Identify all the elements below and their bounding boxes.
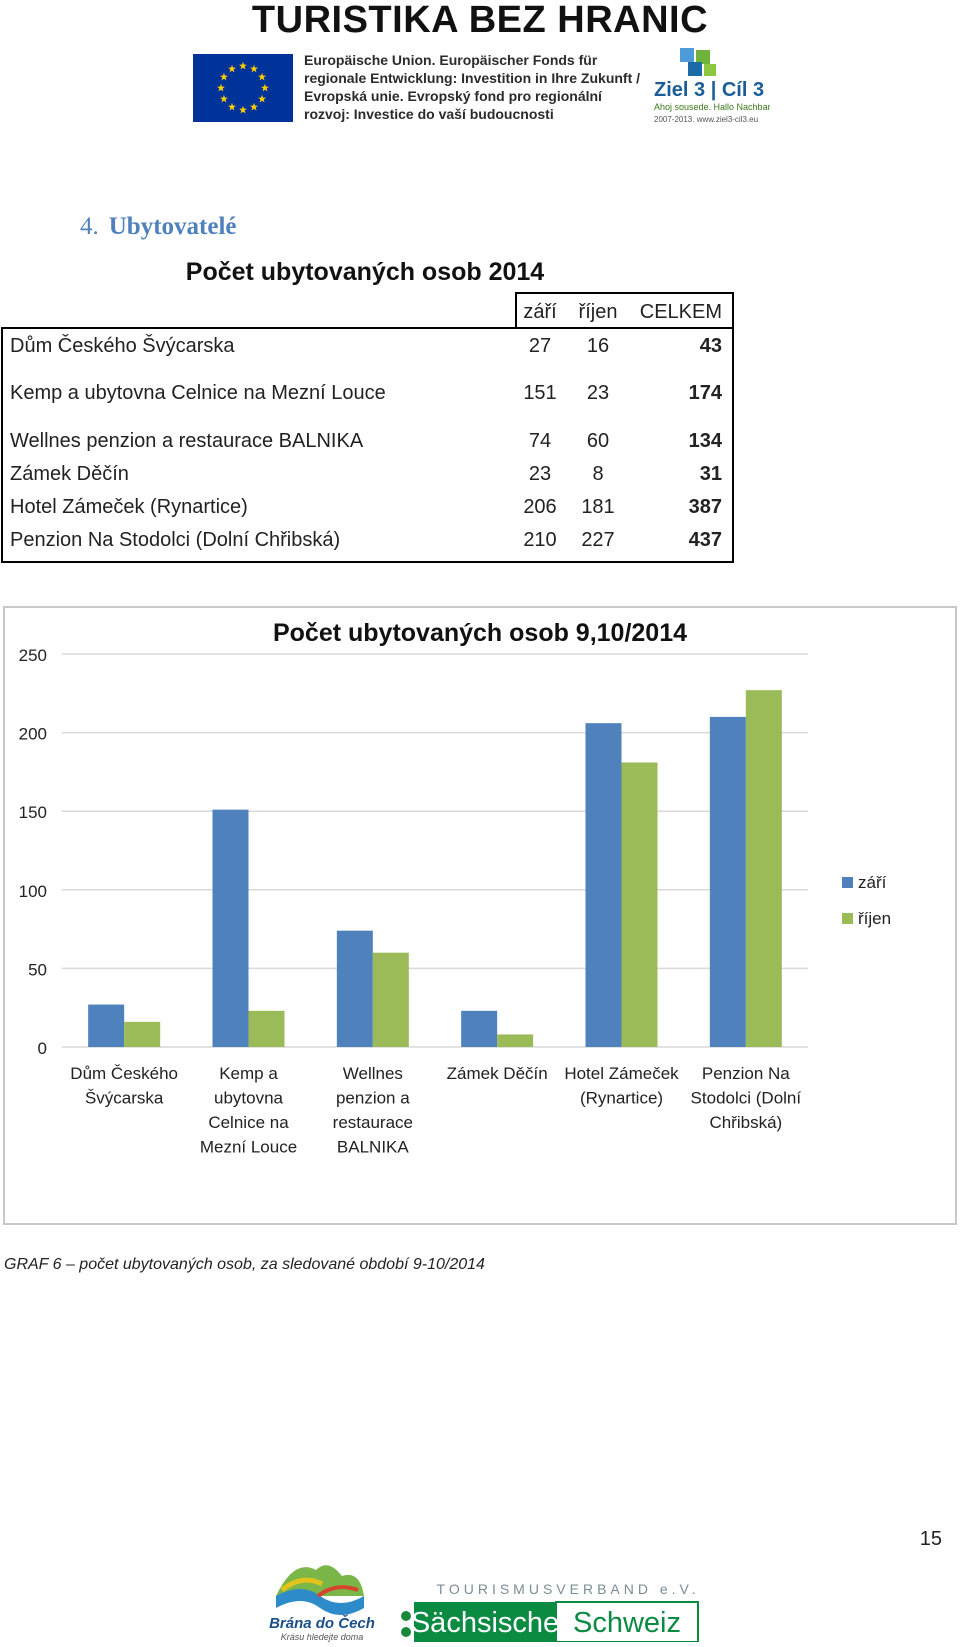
x-tick-label: Hotel Zámeček (Rynartice)	[564, 1064, 679, 1108]
row-label: Hotel Zámeček (Rynartice)	[10, 496, 248, 518]
figure-caption: GRAF 6 – počet ubytovaných osob, za sledované období 9-10/2014	[4, 1256, 485, 1273]
ziel-logo-slogan: Ahoj sousede. Hallo Nachbar.	[654, 102, 770, 112]
cell-total: 31	[699, 463, 722, 485]
y-tick-label: 200	[18, 724, 47, 744]
eu-funding-text: Europäische Union. Europäischer Fonds für regionale Entwicklung: Investition in Ihre Zukunft / Evropská unie. Evropský fond pro regionální rozvoj: Investice do vaší budoucnosti	[304, 52, 641, 122]
cell-zari: 210	[523, 529, 557, 551]
eu-flag-logo	[193, 54, 293, 122]
table-title: Počet ubytovaných osob 2014	[185, 258, 545, 286]
bar-září	[710, 717, 746, 1047]
table-column-header: říjen	[578, 301, 618, 323]
saxon-logo-left: Sächsische	[410, 1607, 560, 1639]
saechsische-schweiz-logo	[400, 1576, 700, 1642]
cell-zari: 74	[528, 430, 552, 452]
bar-říjen	[622, 762, 658, 1047]
cell-zari: 27	[528, 335, 552, 357]
page-header-title: TURISTIKA BEZ HRANIC	[251, 0, 709, 41]
brana-do-cech-logo	[262, 1552, 382, 1642]
row-label: Wellnes penzion a restaurace BALNIKA	[10, 430, 364, 452]
x-tick-label: Dům Českého Švýcarska	[70, 1064, 179, 1108]
cell-zari: 151	[523, 382, 557, 404]
row-label: Zámek Děčín	[10, 463, 129, 485]
ziel-logo-years: 2007-2013. www.ziel3-cil3.eu	[654, 115, 759, 124]
cell-rijen: 23	[586, 382, 610, 404]
cell-zari: 206	[523, 496, 557, 518]
x-tick-label: Penzion Na Stodolci (Dolní Chřibská)	[690, 1064, 802, 1132]
ziel3-cil3-logo	[650, 46, 770, 130]
section-number: 4.	[80, 213, 99, 240]
y-tick-label: 0	[37, 1039, 47, 1058]
x-tick-label: Kemp a ubytovna Celnice na Mezní Louce	[199, 1064, 298, 1157]
bar-říjen	[746, 690, 782, 1047]
cell-rijen: 16	[586, 335, 610, 357]
chart-title: Počet ubytovaných osob 9,10/2014	[272, 619, 688, 647]
legend-label: září	[858, 873, 887, 892]
bar-říjen	[497, 1034, 533, 1047]
x-tick-label: Wellnes penzion a restaurace BALNIKA	[332, 1064, 413, 1157]
legend-label: říjen	[858, 909, 892, 928]
saxon-logo-right: Schweiz	[573, 1607, 681, 1639]
bar-říjen	[373, 953, 409, 1047]
eu-stars-icon	[193, 54, 293, 122]
row-label: Penzion Na Stodolci (Dolní Chřibská)	[10, 529, 341, 551]
y-tick-label: 250	[18, 646, 47, 665]
ziel-logo-title: Ziel 3 | Cíl 3	[654, 79, 765, 101]
bar-září	[461, 1011, 497, 1047]
table-column-header: září	[523, 301, 557, 323]
bar-září	[213, 810, 249, 1047]
y-tick-label: 150	[18, 803, 47, 823]
y-tick-label: 50	[28, 960, 47, 980]
cell-total: 437	[688, 529, 722, 551]
x-tick-label: Zámek Děčín	[446, 1064, 548, 1083]
table-column-header: CELKEM	[639, 301, 722, 323]
bar-chart	[0, 600, 960, 1230]
cell-total: 387	[688, 496, 722, 518]
bar-říjen	[124, 1022, 160, 1047]
cell-rijen: 181	[581, 496, 615, 518]
page-number: 15	[919, 1528, 942, 1550]
row-label: Dům Českého Švýcarska	[10, 335, 235, 357]
bar-září	[586, 723, 622, 1047]
cell-total: 43	[699, 335, 722, 357]
cell-rijen: 60	[586, 430, 610, 452]
section-heading	[80, 213, 237, 241]
legend-swatch	[842, 877, 853, 888]
brana-logo-name: Brána do Čech	[269, 1615, 375, 1632]
row-label: Kemp a ubytovna Celnice na Mezní Louce	[10, 382, 386, 404]
bar-říjen	[249, 1011, 285, 1047]
y-tick-label: 100	[18, 881, 47, 901]
cell-zari: 23	[528, 463, 552, 485]
bar-září	[337, 931, 373, 1047]
brana-logo-slogan: Krásu hledejte doma	[280, 1632, 364, 1642]
saxon-logo-top: TOURISMUSVERBAND e.V.	[436, 1581, 700, 1597]
cell-rijen: 227	[581, 529, 615, 551]
cell-total: 174	[688, 382, 722, 404]
cell-rijen: 8	[592, 463, 604, 485]
legend-swatch	[842, 913, 853, 924]
bar-září	[88, 1005, 124, 1047]
cell-total: 134	[688, 430, 722, 452]
section-title: Ubytovatelé	[108, 213, 237, 240]
